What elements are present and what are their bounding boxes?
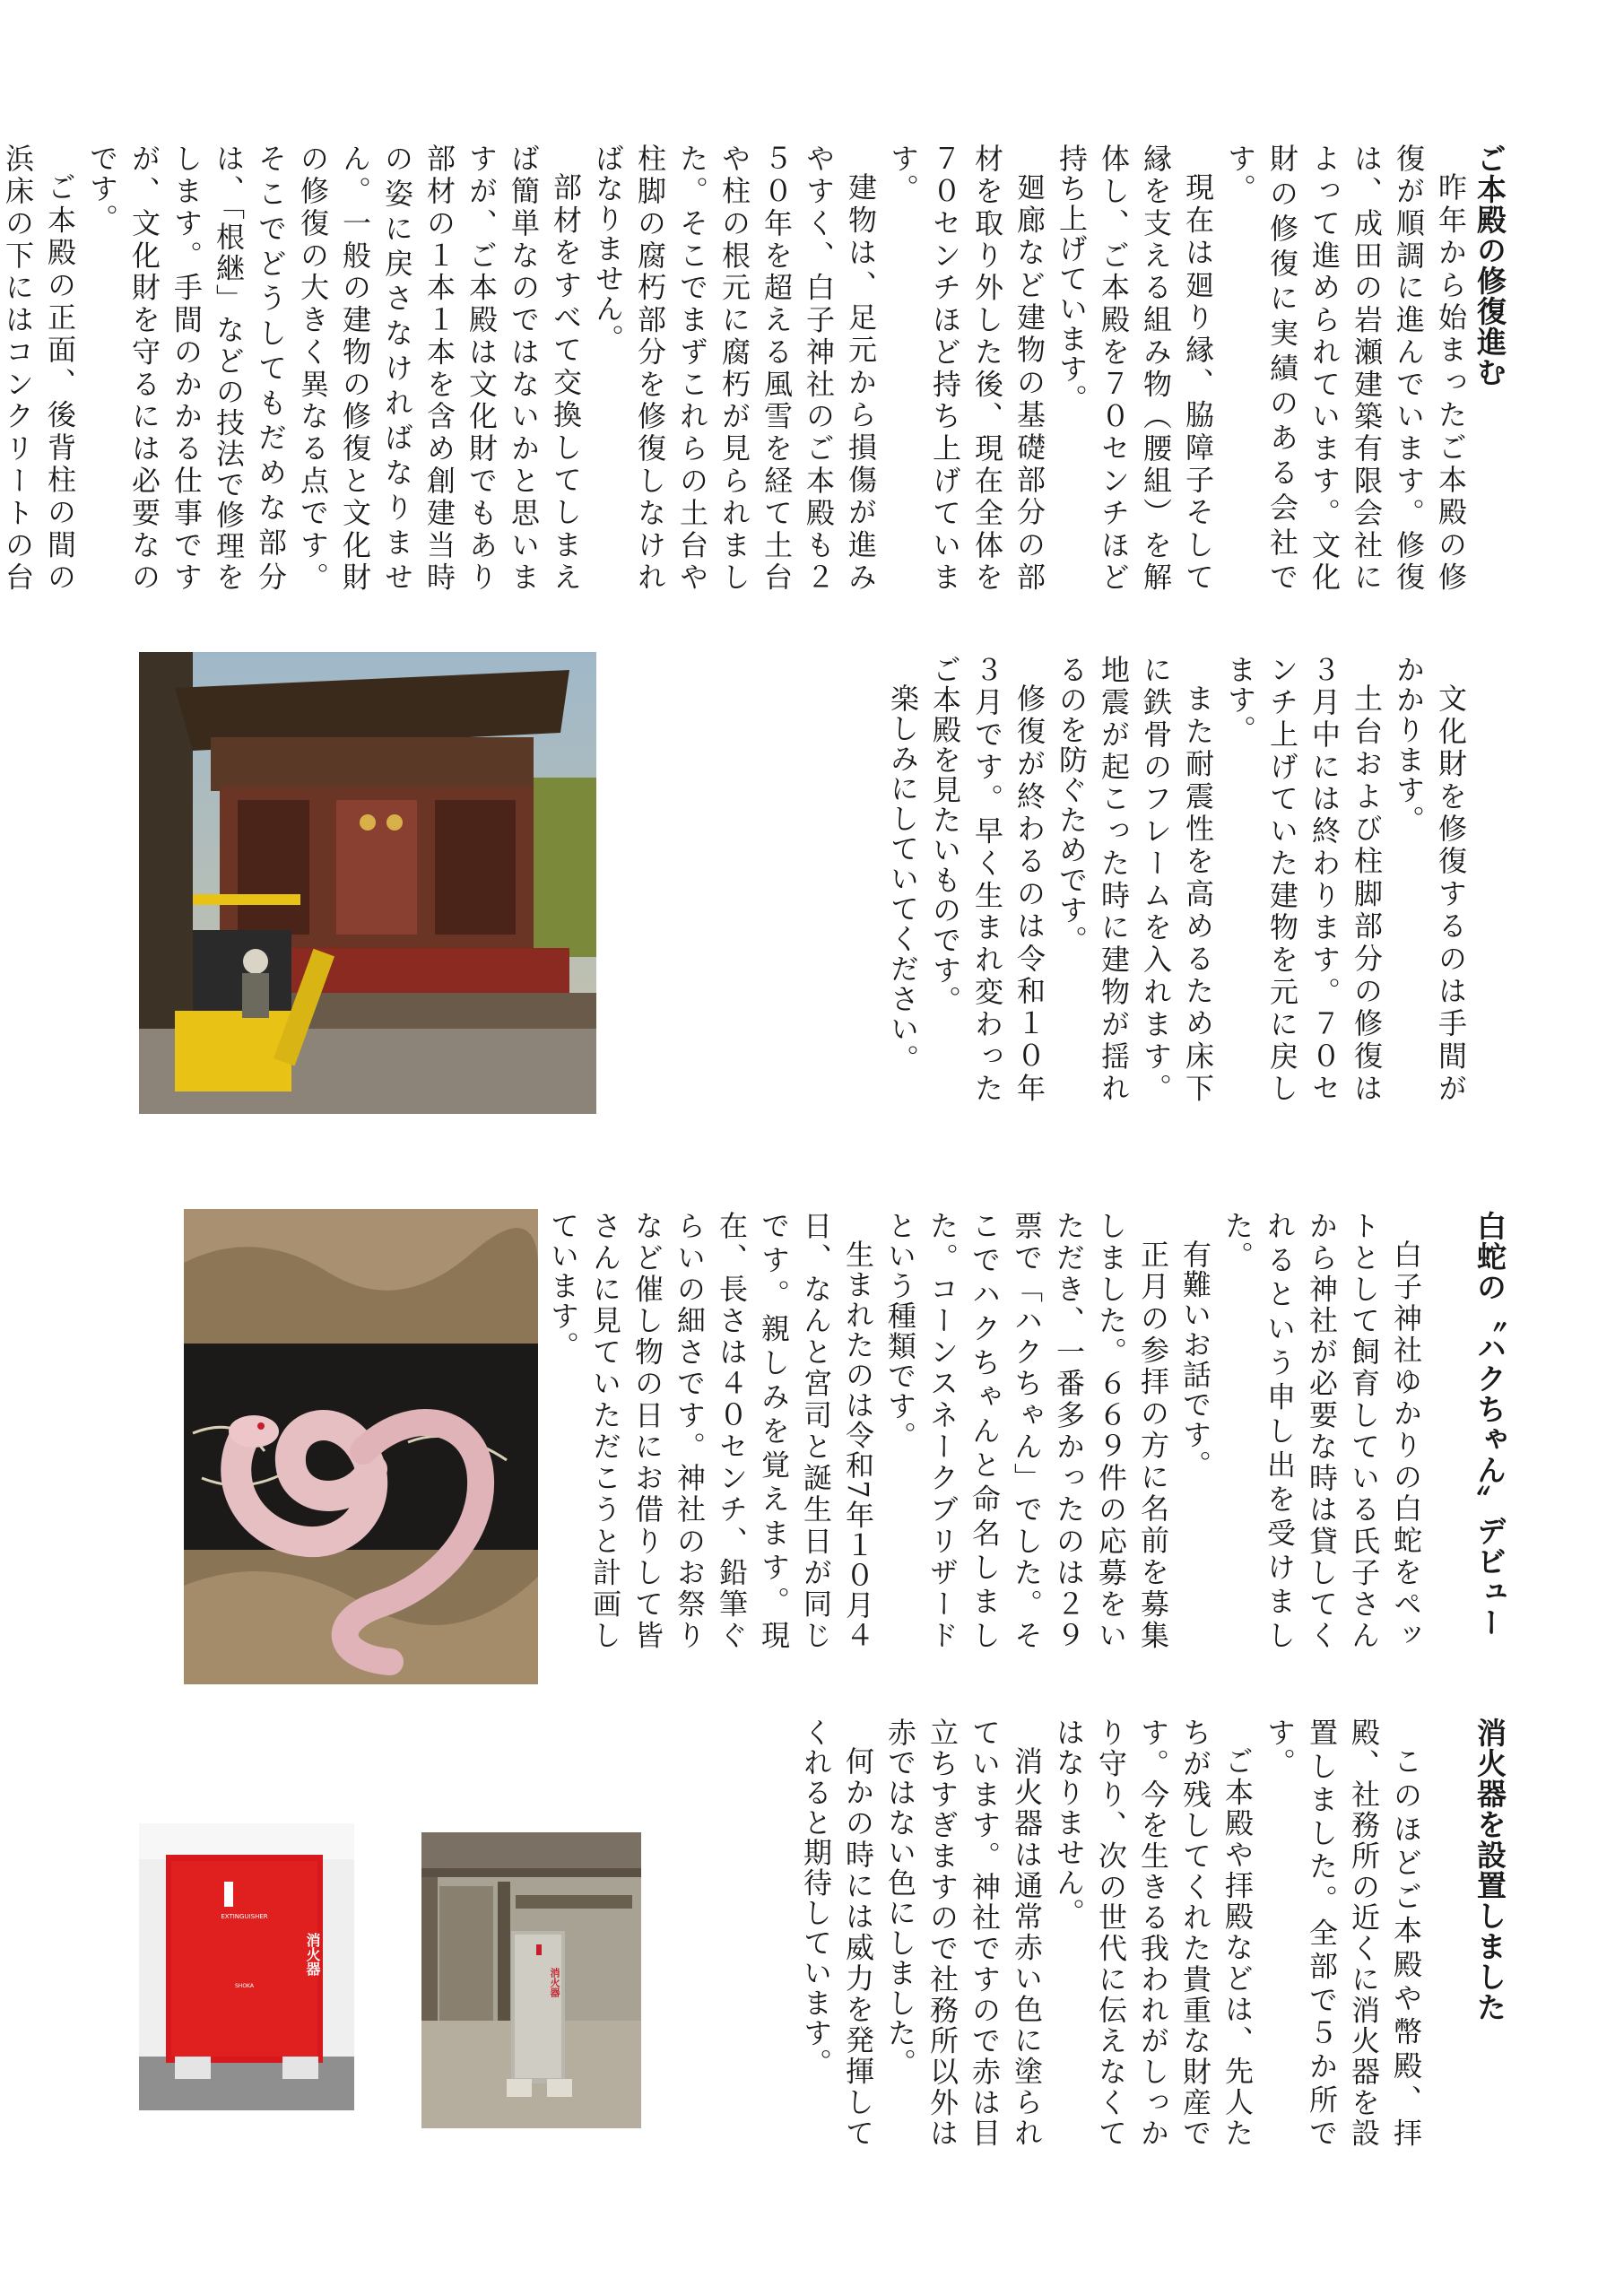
section3-paragraph: 何かの時には威力を発揮してくれると期待しています。 <box>799 1718 875 2148</box>
section1-paragraph: ご本殿の正面、後背柱の間の浜床の下にはコンクリートの台 <box>1 144 77 592</box>
white-snake-photo <box>184 1209 538 1684</box>
section1-paragraph: 土台および柱脚部分の修復は３月中には終わります。７０センチ上げていた建物を元に戻します。 <box>1223 655 1384 1103</box>
section1-paragraph: 修復が終わるのは令和１０年３月です。早く生まれ変わったご本殿を見たいものです。 <box>928 655 1046 1103</box>
section1-paragraph: 文化財を修復するのは手間がかかります。 <box>1392 655 1468 1103</box>
section2-paragraph: 正月の参拝の方に名前を募集しました。６６９件の応募をいただき、一番多かったのは２９票で「ハクちゃん」でした。そこでハクちゃんと命名しました。コーンスネークブリザードという種類です。 <box>883 1211 1170 1650</box>
red-box-sub-label: SHOKA <box>235 1983 254 1989</box>
section3-heading: 消火器を設置しました <box>1472 1718 1507 2022</box>
section1-body-bottom <box>682 655 1472 1103</box>
section2-paragraph: 生まれたのは令和7年１０月４日、なんと宮司と誕生日が同じです。親しみを覚えます。現在、長さは４０センチ、鉛筆ぐらいの細さです。神社のお祭りなど催し物の日にお借りして皆さんに見ていただこうと計画しています。 <box>546 1211 875 1650</box>
section3-paragraph: このほどご本殿や幣殿、拝殿、社務所の近くに消火器を設置しました。全部で５か所です。 <box>1263 1718 1423 2148</box>
section1-paragraph: 部材をすべて交換してしまえば簡単なのではないかと思いますが、ご本殿は文化財でもあり部材の１本１本を含め創建当時の姿に戻さなければなりません。一般の建物の修復と文化財の修復の大きく異なる点です。そこでどうしてもだめな部分は、「根継」などの技法で修理をします。手間のかかる仕事ですが、文化財を守るには必要なのです。 <box>85 144 583 592</box>
steel-box-main-label: 消火器 <box>549 1968 560 1997</box>
section2-heading: 白蛇の〝ハクちゃん〟デビュー <box>1472 1211 1507 1638</box>
section2-paragraph: 有難いお話です。 <box>1178 1239 1212 1480</box>
red-box-main-label: 消火器 <box>304 1932 321 1976</box>
section1-paragraph: 建物は、足元から損傷が進みやすく、白子神社のご本殿も２５０年を超える風雪を経て土台や柱の根元に腐朽が見られました。そこでまずこれらの土台や柱脚の腐朽部分を修復しなければなりません。 <box>591 144 878 592</box>
section1-paragraph: 楽しみにしていてください。 <box>886 683 920 1074</box>
shrine-restoration-photo <box>139 652 596 1114</box>
section1-paragraph: 現在は廻り縁、脇障子そして縁を支える組み物（腰組）を解体し、ご本殿を７０センチほど持ち上げています。 <box>1055 144 1215 592</box>
section2-paragraph: 白子神社ゆかりの白蛇をペットとして飼育している氏子さんから神社が必要な時は貸してくれるという申し出を受けました。 <box>1220 1211 1423 1650</box>
section1-body-top <box>1 144 1472 592</box>
section3-paragraph: 消火器は通常赤い色に塗られています。神社ですので赤は目立ちすぎますので社務所以外は赤ではない色にしました。 <box>883 1718 1044 2148</box>
red-box-small-label: EXTINGUISHER <box>221 1913 268 1920</box>
section3-body <box>638 1718 1427 2148</box>
section1-paragraph: また耐震性を高めるため床下に鉄骨のフレームを入れます。地震が起こった時に建物が揺れるのを防ぐためです。 <box>1055 655 1215 1103</box>
section3-paragraph: ご本殿や拝殿などは、先人たちが残してくれた貴重な財産です。今を生きる我われがしっかり守り、次の世代に伝えなくてはなりません。 <box>1052 1718 1255 2148</box>
section2-body <box>546 1211 1427 1650</box>
red-extinguisher-photo <box>139 1823 354 2110</box>
steel-extinguisher-photo <box>421 1832 641 2128</box>
section1-paragraph: 昨年から始まったご本殿の修復が順調に進んでいます。修復は、成田の岩瀬建築有限会社によって進められています。文化財の修復に実績のある会社です。 <box>1223 144 1468 592</box>
section1-paragraph: 廻廊など建物の基礎部分の部材を取り外した後、現在全体を７０センチほど持ち上げています。 <box>886 144 1046 592</box>
section1-heading: ご本殿の修復進む <box>1472 144 1507 387</box>
